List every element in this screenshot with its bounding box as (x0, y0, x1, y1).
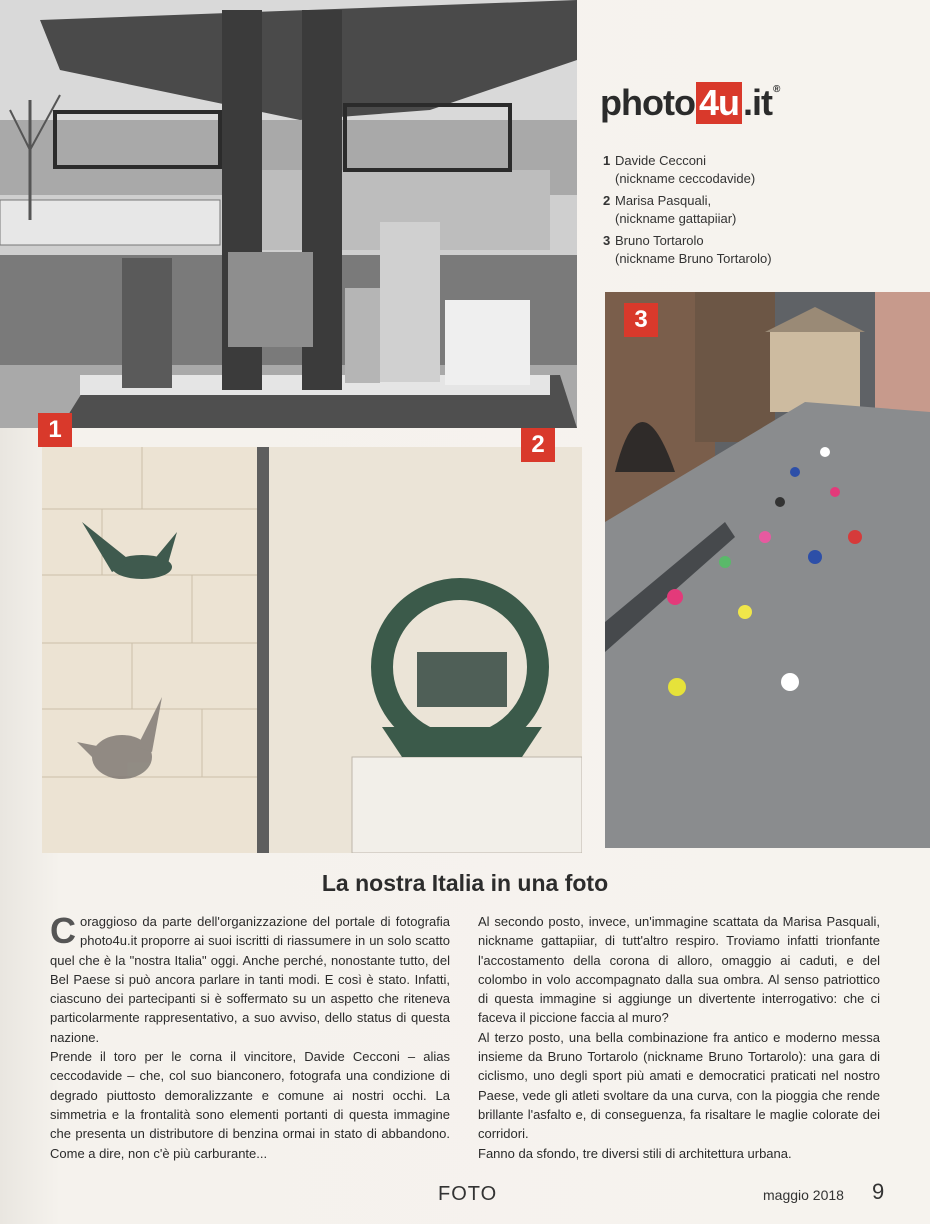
credit-nickname: (nickname gattapiiar) (615, 211, 737, 226)
credit-item (603, 232, 913, 268)
credits-list (603, 152, 913, 272)
credit-number: 2 (603, 193, 611, 208)
credit-name: Davide Cecconi (615, 153, 707, 168)
article-paragraph: Fanno da sfondo, tre diversi stili di architettura urbana. (478, 1145, 792, 1161)
credit-number: 3 (603, 233, 611, 248)
logo-post: .it (742, 82, 772, 123)
article-paragraph: Al secondo posto, invece, un'immagine scattata da Marisa Pasquali, nickname gattapiiar, di tutt'altro respiro. Troviamo infatti trionfante l'accostamento della corona di alloro, omaggio ai caduti, e del colombo in volo accompagnato dalla sua ombra. Al senso patriottico di questa immagine si aggiunge un divertente interrogativo: che ci faceva il piccione faccia al muro? (478, 914, 880, 1026)
gas-station-image (0, 0, 577, 428)
credit-name: Bruno Tortarolo (615, 233, 704, 248)
photo-3-badge: 3 (624, 303, 658, 337)
page-number: 9 (872, 1179, 885, 1204)
credit-name: Marisa Pasquali, (615, 193, 712, 208)
credit-nickname: (nickname Bruno Tortarolo) (615, 251, 772, 266)
article-column-right (478, 912, 880, 1163)
logo-registered: ® (772, 84, 780, 95)
article-column-left (50, 912, 450, 1163)
credit-number: 1 (603, 153, 611, 168)
credit-nickname: (nickname ceccodavide) (615, 171, 756, 186)
logo-highlight: 4u (696, 82, 742, 124)
cyclists-image (605, 292, 930, 848)
paragraph-text: oraggioso da parte dell'organizzazione del portale di fotografia photo4u.it proporre ai suoi iscritti di riassumere in un solo scatto quel che è la "nostra Italia" oggi. Anche perché, nonostante tutto, del Bel Paese si può ancora parlare in tanti modi. E così è stato. Infatti, ciascuno dei partecipanti si è soffermato su un aspetto che riteneva particolarmente rappresentativo, a suo avviso, dello status di questa nazione. (50, 914, 450, 1045)
photo-pigeon-wreath (42, 447, 582, 853)
photo-2-badge: 2 (521, 428, 555, 462)
magazine-name: FOTO (438, 1183, 498, 1205)
credit-item (603, 152, 913, 188)
article-paragraph (50, 912, 450, 1047)
article-title: La nostra Italia in una foto (321, 870, 609, 896)
article-paragraph: Prende il toro per le corna il vincitore, Davide Cecconi – alias ceccodavide – che, col suo bianconero, fotografa una condizione di degrado piuttosto demoralizzante e comune ai nostri occhi. La simmetria e la frontalità sono elementi portanti di questa immagine che presenta un distributore di benzina ormai in stato di abbandono. Come a dire, non c'è più carburante... (50, 1049, 450, 1161)
drop-cap: C (50, 910, 76, 951)
photo-gas-station (0, 0, 577, 428)
photo4u-logo (600, 82, 779, 124)
issue-date: maggio 2018 (763, 1187, 844, 1203)
article-paragraph: Al terzo posto, una bella combinazione fra antico e moderno messa insieme da Bruno Tortarolo (nickname Bruno Tortarolo): una gara di ciclismo, uno degli sport più amati e democratici praticati nel nostro Paese, vede gli atleti svoltare da una curva, con la pioggia che rende brillante l'asfalto e, di conseguenza, fa risaltare le maglie colorate dei corridori. (478, 1029, 880, 1142)
credit-item (603, 192, 913, 228)
logo-pre: photo (600, 82, 695, 123)
photo-cyclists (605, 292, 930, 848)
pigeon-wreath-image (42, 447, 582, 853)
photo-1-badge: 1 (38, 413, 72, 447)
